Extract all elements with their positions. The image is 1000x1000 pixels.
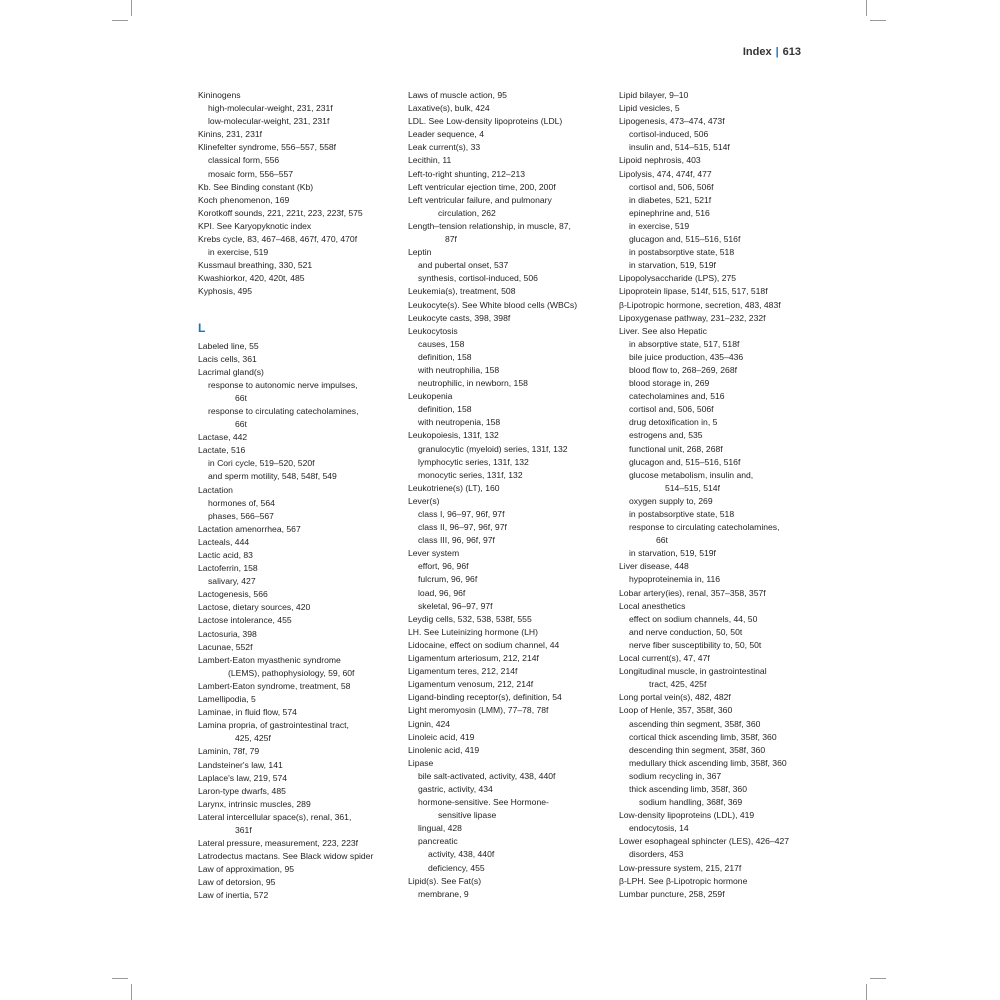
index-subentry: and sperm motility, 548, 548f, 549: [208, 471, 337, 482]
index-subentry: 66t: [235, 419, 247, 430]
index-entry: Klinefelter syndrome, 556–557, 558f: [198, 142, 337, 153]
index-subentry: cortisol and, 506, 506f: [629, 404, 714, 415]
index-entry: Laron-type dwarfs, 485: [198, 785, 286, 796]
index-entry: Lamellipodia, 5: [198, 694, 256, 705]
index-subentry: causes, 158: [418, 338, 465, 349]
index-entry: β-Lipotropic hormone, secretion, 483, 483f: [619, 299, 781, 310]
index-entry: Krebs cycle, 83, 467–468, 467f, 470, 470f: [198, 234, 358, 245]
index-subentry: in exercise, 519: [629, 220, 690, 231]
index-subentry: medullary thick ascending limb, 358f, 360: [629, 757, 787, 768]
index-subentry: effect on sodium channels, 44, 50: [629, 613, 758, 624]
index-subentry: hypoproteinemia in, 116: [629, 574, 721, 585]
page-number: 613: [782, 46, 801, 58]
index-entry: Lambert-Eaton syndrome, treatment, 58: [198, 680, 351, 691]
index-entry: Lactation amenorrhea, 567: [198, 523, 301, 534]
index-subentry: hormone-sensitive. See Hormone-: [418, 797, 549, 808]
index-subentry: drug detoxification in, 5: [629, 417, 718, 428]
index-subentry: effort, 96, 96f: [418, 561, 469, 572]
index-entry: Lambert-Eaton myasthenic syndrome: [198, 654, 341, 665]
index-entry: Landsteiner's law, 141: [198, 759, 283, 770]
index-subentry: definition, 158: [418, 351, 472, 362]
index-entry: Longitudinal muscle, in gastrointestinal: [619, 666, 767, 677]
index-entry: Leukemia(s), treatment, 508: [408, 286, 516, 297]
index-subentry: definition, 158: [418, 404, 472, 415]
index-subentry: with neutropenia, 158: [418, 417, 501, 428]
index-subentry: membrane, 9: [418, 888, 469, 899]
index-subentry: classical form, 556: [208, 155, 280, 166]
index-entry: Leukopoiesis, 131f, 132: [408, 430, 499, 441]
index-entry: Lateral intercellular space(s), renal, 361,: [198, 811, 352, 822]
index-subentry: disorders, 453: [629, 849, 684, 860]
index-entry: Lactosuria, 398: [198, 628, 257, 639]
index-subentry: bile salt-activated, activity, 438, 440f: [418, 770, 556, 781]
index-subentry: glucagon and, 515–516, 516f: [629, 456, 741, 467]
index-entry: Lactogenesis, 566: [198, 589, 268, 600]
index-entry: Lacunae, 552f: [198, 641, 253, 652]
index-entry: Leukocyte(s). See White blood cells (WBCs): [408, 299, 578, 310]
section-letter: L: [198, 320, 206, 335]
index-entry: Lactoferrin, 158: [198, 563, 258, 574]
index-entry: Leptin: [408, 247, 432, 258]
crop-mark: [131, 984, 132, 1000]
index-subentry: bile juice production, 435–436: [629, 351, 744, 362]
index-subentry: fulcrum, 96, 96f: [418, 574, 478, 585]
index-subentry: activity, 438, 440f: [428, 849, 495, 860]
index-subentry: class III, 96, 96f, 97f: [418, 535, 495, 546]
index-entry: Latrodectus mactans. See Black widow spider: [198, 851, 374, 862]
crop-mark: [866, 0, 867, 16]
index-entry: Lipolysis, 474, 474f, 477: [619, 168, 712, 179]
index-subentry: high-molecular-weight, 231, 231f: [208, 103, 333, 114]
index-entry: LH. See Luteinizing hormone (LH): [408, 626, 538, 637]
index-subentry: in exercise, 519: [208, 247, 269, 258]
index-subentry: sodium handling, 368f, 369: [639, 797, 743, 808]
index-entry: Local anesthetics: [619, 600, 686, 611]
index-subentry: phases, 566–567: [208, 510, 274, 521]
index-entry: Lactose, dietary sources, 420: [198, 602, 311, 613]
index-subentry: monocytic series, 131f, 132: [418, 469, 523, 480]
index-entry: Left-to-right shunting, 212–213: [408, 168, 526, 179]
index-subentry: in diabetes, 521, 521f: [629, 194, 712, 205]
index-subentry: functional unit, 268, 268f: [629, 443, 723, 454]
index-subentry: cortical thick ascending limb, 358f, 360: [629, 731, 777, 742]
index-entry: Lacis cells, 361: [198, 353, 257, 364]
index-subentry: circulation, 262: [438, 207, 496, 218]
index-entry: Linolenic acid, 419: [408, 744, 480, 755]
index-subentry: skeletal, 96–97, 97f: [418, 600, 493, 611]
crop-mark: [112, 978, 128, 979]
index-subentry: and nerve conduction, 50, 50t: [629, 626, 743, 637]
index-entry: Lipid vesicles, 5: [619, 103, 680, 114]
index-subentry: low-molecular-weight, 231, 231f: [208, 116, 330, 127]
index-subentry: response to autonomic nerve impulses,: [208, 379, 358, 390]
index-entry: Kyphosis, 495: [198, 286, 252, 297]
index-entry: Lactase, 442: [198, 432, 248, 443]
index-entry: Leukotriene(s) (LT), 160: [408, 482, 500, 493]
index-entry: Leydig cells, 532, 538, 538f, 555: [408, 613, 532, 624]
header-separator: |: [775, 46, 779, 58]
index-subentry: and pubertal onset, 537: [418, 260, 509, 271]
index-subentry: (LEMS), pathophysiology, 59, 60f: [228, 667, 355, 678]
index-subentry: granulocytic (myeloid) series, 131f, 132: [418, 443, 568, 454]
index-subentry: blood flow to, 268–269, 268f: [629, 364, 737, 375]
index-column-3: [619, 89, 819, 901]
index-subentry: oxygen supply to, 269: [629, 495, 713, 506]
index-entry: Left ventricular failure, and pulmonary: [408, 194, 552, 205]
index-entry: Lumbar puncture, 258, 259f: [619, 888, 725, 899]
index-subentry: catecholamines and, 516: [629, 391, 725, 402]
section-title: Index: [742, 46, 772, 58]
index-subentry: response to circulating catecholamines,: [629, 522, 780, 533]
index-entry: Left ventricular ejection time, 200, 200f: [408, 181, 556, 192]
crop-mark: [131, 0, 132, 16]
index-entry: Lower esophageal sphincter (LES), 426–427: [619, 836, 790, 847]
index-subentry: in Cori cycle, 519–520, 520f: [208, 458, 315, 469]
index-entry: Laws of muscle action, 95: [408, 90, 507, 100]
index-entry: Ligamentum venosum, 212, 214f: [408, 679, 534, 690]
index-entry: Long portal vein(s), 482, 482f: [619, 692, 731, 703]
index-entry: Laminae, in fluid flow, 574: [198, 707, 297, 718]
index-entry: Law of detorsion, 95: [198, 877, 276, 888]
index-subentry: 514–515, 514f: [665, 482, 720, 493]
index-entry: Lateral pressure, measurement, 223, 223f: [198, 838, 359, 849]
index-subentry: gastric, activity, 434: [418, 783, 493, 794]
index-entry: LDL. See Low-density lipoproteins (LDL): [408, 116, 563, 127]
index-subentry: in starvation, 519, 519f: [629, 260, 716, 271]
index-entry: Lignin, 424: [408, 718, 451, 729]
index-subentry: in postabsorptive state, 518: [629, 247, 735, 258]
index-entry: Low-pressure system, 215, 217f: [619, 862, 742, 873]
index-entry: Lecithin, 11: [408, 155, 452, 166]
index-entry: Lactation: [198, 484, 233, 495]
index-entry: Korotkoff sounds, 221, 221t, 223, 223f, 575: [198, 207, 363, 218]
index-entry: Laminin, 78f, 79: [198, 746, 260, 757]
index-entry: Law of approximation, 95: [198, 864, 295, 875]
index-subentry: class I, 96–97, 96f, 97f: [418, 509, 505, 519]
index-subentry: estrogens and, 535: [629, 430, 703, 441]
index-subentry: lymphocytic series, 131f, 132: [418, 456, 529, 467]
index-subentry: thick ascending limb, 358f, 360: [629, 783, 747, 794]
index-subentry: deficiency, 455: [428, 862, 485, 873]
index-entry: Lipase: [408, 757, 434, 768]
index-entry: Lamina propria, of gastrointestinal tract,: [198, 720, 349, 731]
index-subentry: glucose metabolism, insulin and,: [629, 469, 754, 480]
index-subentry: sensitive lipase: [438, 810, 497, 821]
index-entry: Law of inertia, 572: [198, 890, 269, 901]
index-entry: Light meromyosin (LMM), 77–78, 78f: [408, 705, 549, 716]
index-entry: Kwashiorkor, 420, 420t, 485: [198, 273, 305, 284]
crop-mark: [870, 978, 886, 979]
index-entry: Kussmaul breathing, 330, 521: [198, 260, 313, 271]
index-entry: Lactose intolerance, 455: [198, 615, 292, 626]
crop-mark: [866, 984, 867, 1000]
index-entry: Ligamentum arteriosum, 212, 214f: [408, 653, 539, 664]
index-entry: Lidocaine, effect on sodium channel, 44: [408, 639, 560, 650]
crop-mark: [870, 20, 886, 21]
index-entry: Kinins, 231, 231f: [198, 129, 263, 140]
index-entry: Larynx, intrinsic muscles, 289: [198, 798, 311, 809]
index-subentry: pancreatic: [418, 836, 458, 847]
index-entry: Leukocytosis: [408, 325, 458, 336]
index-entry: KPI. See Karyopyknotic index: [198, 220, 312, 231]
index-subentry: descending thin segment, 358f, 360: [629, 744, 766, 755]
index-subentry: cortisol and, 506, 506f: [629, 181, 714, 192]
index-subentry: salivary, 427: [208, 576, 256, 587]
index-entry: Loop of Henle, 357, 358f, 360: [619, 705, 733, 716]
index-subentry: 361f: [235, 824, 252, 835]
index-subentry: 425, 425f: [235, 733, 271, 744]
index-entry: Lactic acid, 83: [198, 550, 253, 560]
index-subentry: in absorptive state, 517, 518f: [629, 338, 740, 349]
index-subentry: sodium recycling in, 367: [629, 770, 722, 781]
index-subentry: cortisol-induced, 506: [629, 129, 709, 140]
index-entry: Ligamentum teres, 212, 214f: [408, 666, 518, 677]
crop-mark: [112, 20, 128, 21]
index-entry: Local current(s), 47, 47f: [619, 653, 710, 664]
index-entry: Lactate, 516: [198, 445, 246, 456]
index-entry: Lipoid nephrosis, 403: [619, 155, 701, 166]
index-entry: Leak current(s), 33: [408, 142, 481, 153]
index-entry: Kb. See Binding constant (Kb): [198, 181, 314, 192]
index-subentry: in starvation, 519, 519f: [629, 548, 716, 559]
index-entry: Leader sequence, 4: [408, 129, 484, 140]
index-entry: Lobar artery(ies), renal, 357–358, 357f: [619, 587, 766, 598]
index-entry: Ligand-binding receptor(s), definition, 54: [408, 692, 562, 703]
index-subentry: 66t: [656, 535, 668, 546]
index-entry: Lacteals, 444: [198, 536, 250, 547]
index-subentry: response to circulating catecholamines,: [208, 405, 359, 416]
index-entry: Leukopenia: [408, 391, 453, 402]
index-subentry: class II, 96–97, 96f, 97f: [418, 522, 507, 533]
index-subentry: mosaic form, 556–557: [208, 168, 294, 179]
index-entry: Laplace's law, 219, 574: [198, 772, 288, 783]
index-entry: Labeled line, 55: [198, 340, 259, 351]
running-header: [743, 46, 801, 58]
index-column-2: [408, 89, 608, 901]
index-subentry: nerve fiber susceptibility to, 50, 50t: [629, 639, 762, 650]
index-entry: Low-density lipoproteins (LDL), 419: [619, 810, 755, 821]
index-entry: Lever system: [408, 548, 460, 559]
index-subentry: lingual, 428: [418, 823, 462, 834]
index-entry: Lipoprotein lipase, 514f, 515, 517, 518f: [619, 286, 768, 297]
index-subentry: hormones of, 564: [208, 497, 275, 508]
index-entry: Kininogens: [198, 90, 241, 100]
index-subentry: neutrophilic, in newborn, 158: [418, 378, 528, 389]
index-column-1: [198, 89, 398, 903]
index-subentry: tract, 425, 425f: [649, 679, 707, 690]
index-entry: Laxative(s), bulk, 424: [408, 103, 490, 114]
index-entry: Length–tension relationship, in muscle, 87,: [408, 220, 571, 231]
index-entry: Lever(s): [408, 495, 440, 506]
index-entry: Lipid(s). See Fat(s): [408, 875, 482, 886]
index-subentry: endocytosis, 14: [629, 823, 689, 834]
index-subentry: 87f: [445, 234, 457, 245]
index-subentry: with neutrophilia, 158: [418, 364, 500, 375]
index-entry: Liver disease, 448: [619, 561, 689, 572]
index-entry: Koch phenomenon, 169: [198, 194, 290, 205]
index-entry: Linoleic acid, 419: [408, 731, 475, 742]
index-entry: Lipoxygenase pathway, 231–232, 232f: [619, 312, 766, 323]
index-subentry: epinephrine and, 516: [629, 207, 710, 218]
index-subentry: 66t: [235, 392, 247, 403]
index-entry: Leukocyte casts, 398, 398f: [408, 312, 511, 323]
index-subentry: blood storage in, 269: [629, 378, 710, 389]
index-subentry: glucagon and, 515–516, 516f: [629, 234, 741, 245]
index-entry: Lipogenesis, 473–474, 473f: [619, 116, 725, 127]
index-subentry: insulin and, 514–515, 514f: [629, 142, 730, 153]
index-subentry: load, 96, 96f: [418, 587, 466, 598]
index-subentry: ascending thin segment, 358f, 360: [629, 718, 761, 729]
index-entry: Liver. See also Hepatic: [619, 325, 707, 336]
index-entry: Lipid bilayer, 9–10: [619, 90, 689, 100]
index-entry: Lacrimal gland(s): [198, 366, 264, 377]
index-entry: Lipopolysaccharide (LPS), 275: [619, 273, 737, 284]
index-entry: β-LPH. See β-Lipotropic hormone: [619, 875, 748, 886]
index-subentry: in postabsorptive state, 518: [629, 509, 735, 519]
index-subentry: synthesis, cortisol-induced, 506: [418, 273, 538, 284]
